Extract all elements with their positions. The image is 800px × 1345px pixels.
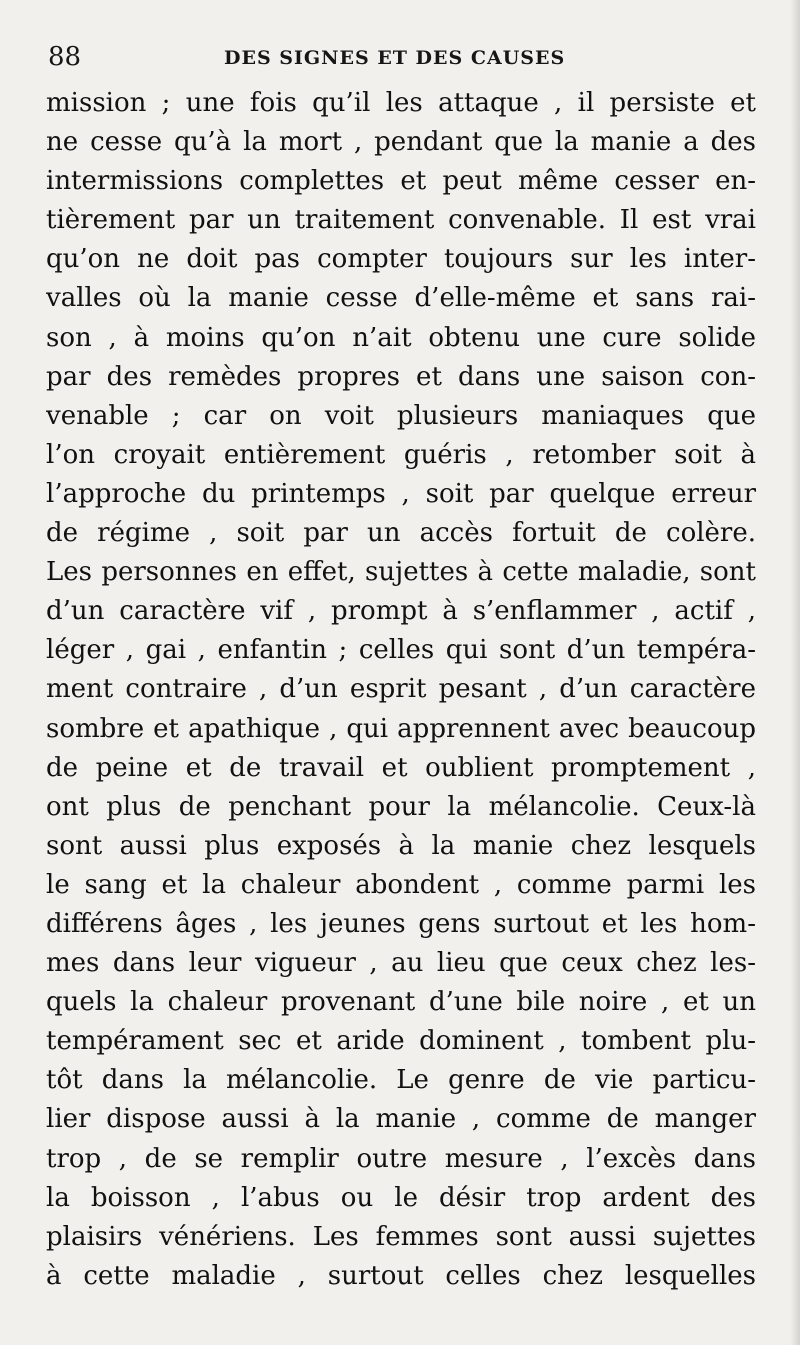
- text-line: d’un caractère vif , prompt à s’enflammer , actif ,: [46, 596, 756, 627]
- text-line: à cette maladie , surtout celles chez lesquelles: [46, 1260, 756, 1291]
- text-line: tôt dans la mélancolie. Le genre de vie particu-: [46, 1065, 756, 1096]
- text-line: de peine et de travail et oublient promptement ,: [46, 752, 756, 783]
- text-line: qu’on ne doit pas compter toujours sur les inter-: [46, 244, 756, 275]
- text-line: le sang et la chaleur abondent , comme parmi les: [46, 869, 756, 900]
- text-line: sont aussi plus exposés à la manie chez lesquels: [46, 830, 756, 861]
- text-line: sombre et apathique , qui apprennent avec beaucoup: [46, 713, 756, 744]
- running-head: DES SIGNES ET DES CAUSES: [224, 47, 566, 69]
- text-line: l’on croyait entièrement guéris , retomber soit à: [46, 439, 756, 470]
- text-line: quels la chaleur provenant d’une bile noire , et un: [46, 987, 756, 1018]
- page-edge-shadow: [790, 0, 800, 1345]
- text-line: de régime , soit par un accès fortuit de colère.: [46, 518, 756, 549]
- text-line: tièrement par un traitement convenable. Il est vrai: [46, 205, 756, 236]
- text-line: mission ; une fois qu’il les attaque , il persiste et: [46, 88, 756, 118]
- text-line: ment contraire , d’un esprit pesant , d’un caractère: [46, 674, 756, 705]
- text-line: intermissions complettes et peut même cesser en-: [46, 166, 756, 197]
- text-line: par des remèdes propres et dans une saison con-: [46, 361, 756, 392]
- text-line: lier dispose aussi à la manie , comme de manger: [46, 1104, 756, 1135]
- text-line: ne cesse qu’à la mort , pendant que la manie a des: [46, 127, 756, 158]
- text-line: l’approche du printemps , soit par quelque erreur: [46, 478, 756, 509]
- page-number: 88: [48, 42, 82, 72]
- text-line: son , à moins qu’on n’ait obtenu une cure solide: [46, 322, 756, 353]
- body-text: [46, 84, 756, 1296]
- text-line: tempérament sec et aride dominent , tombent plu-: [46, 1026, 756, 1057]
- text-line: valles où la manie cesse d’elle-même et sans rai-: [46, 283, 756, 314]
- text-line: la boisson , l’abus ou le désir trop ardent des: [46, 1182, 756, 1213]
- text-line: ont plus de penchant pour la mélancolie. Ceux-là: [46, 791, 756, 822]
- text-line: différens âges , les jeunes gens surtout et les hom-: [46, 908, 756, 939]
- text-line: trop , de se remplir outre mesure , l’excès dans: [46, 1143, 756, 1174]
- text-line: léger , gai , enfantin ; celles qui sont d’un tempéra-: [46, 635, 756, 666]
- text-line: venable ; car on voit plusieurs maniaques que: [46, 400, 756, 431]
- page-header: [44, 38, 756, 78]
- text-line: Les personnes en effet, sujettes à cette maladie, sont: [46, 557, 756, 588]
- text-line: plaisirs vénériens. Les femmes sont aussi sujettes: [46, 1221, 756, 1252]
- text-line: mes dans leur vigueur , au lieu que ceux chez les-: [46, 948, 756, 979]
